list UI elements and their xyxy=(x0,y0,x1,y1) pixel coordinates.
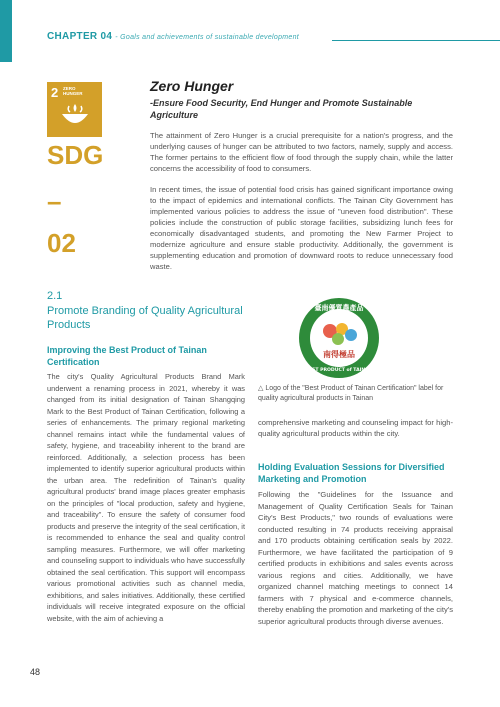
subheading-certification: Improving the Best Product of Tainan Certification xyxy=(47,345,207,367)
chapter-tab xyxy=(0,0,12,62)
intro-paragraph-2: In recent times, the issue of potential food crisis has gained significant importance owing to the impact of epidemics and international conflicts. The Tainan City Government has implemented various policies to address the issue of "uneven food distribution". These policies include the construction of public storage facilities, subsidizing lunch fees for economically disadvantaged students, and promoting the New Farmer Project to modernize agriculture and ensure stable productivity. Additionally, the government is supplementing education and promotion of downward roots to reduce unnecessary food waste. xyxy=(150,185,453,271)
goal-title: Zero Hunger xyxy=(150,78,234,94)
chapter-label: CHAPTER 04 xyxy=(47,31,113,42)
chapter-subtitle: - Goals and achievements of sustainable development xyxy=(115,34,300,41)
chapter-rule xyxy=(332,40,500,41)
sdg-badge-label: ZERO HUNGER xyxy=(63,86,83,96)
logo-ring-text: BEST PRODUCT of TAINAN xyxy=(305,368,373,373)
goal-subtitle: -Ensure Food Security, End Hunger and Promote Sustainable Agriculture xyxy=(150,98,413,120)
sdg-badge-number: 2 xyxy=(51,85,59,100)
best-product-of-tainan-logo xyxy=(298,297,380,379)
section-title: Promote Branding of Quality Agricultural Products xyxy=(47,305,243,331)
bowl-icon xyxy=(59,102,91,132)
evaluation-paragraph: Following the "Guidelines for the Issuance and Management of Quality Certification Seals for Tainan City's Best Products," two rounds of evaluations were conducted resulting in 74 products receiving appraisal and 170 products obtaining certification seals by 2022. Furthermore, we have facilitated the participation of 9 certified products in exhibitions and sales events across various regions and cities. Additionally, we have organized channel matching meetings to connect 14 farmers with 7 physical and e-commerce channels, thereby enabling the promotion and marketing of the city's superior agricultural products through diverse avenues. xyxy=(258,490,453,626)
intro-paragraph-1: The attainment of Zero Hunger is a crucial prerequisite for a nation's progress, and the underlying causes of hunger can be attributed to two factors, namely, supply and access. The former pertains to the efficient flow of food through the supply chain, while the latter concerns the accessibility of food to consumers. xyxy=(150,131,453,173)
sdg-2-badge xyxy=(47,82,102,137)
logo-caption: △ Logo of the "Best Product of Tainan Certification" label for quality agricultural products in Tainan xyxy=(258,385,444,402)
side-goal-number: 02 xyxy=(47,228,76,258)
header-bar xyxy=(0,0,500,54)
section-number: 2.1 xyxy=(47,290,63,302)
side-sdg-label: SDG xyxy=(47,140,104,170)
logo-top-text: 臺南優質農產品 xyxy=(314,304,364,312)
logo-center-text: 南得極品 xyxy=(323,350,355,359)
side-dash: – xyxy=(47,186,62,216)
subheading-evaluation: Holding Evaluation Sessions for Diversified Marketing and Promotion xyxy=(258,462,445,484)
certification-paragraph-continued: comprehensive marketing and counseling impact for high-quality agricultural products within the city. xyxy=(258,418,453,438)
page-number: 48 xyxy=(30,667,41,677)
certification-paragraph: The city's Quality Agricultural Products Brand Mark underwent a renaming process in 2021, whereby it was changed from its initial designation of Tainan Shangqing Mark to the Best Product of Tainan Certification, following a series of enhancements. The primary regional marketing channel remains intact while the fundamental values of safety, hygiene, and traceability inherent to the brand are reinforced. Additionally, a selection process has been implemented to identify superior agricultural products within the urban area. The redefinition of Tainan's quality agricultural products' brand image places greater emphasis on the principles of "local production, safety and hygiene, and traceability". To ensure the safety of consumer food products and preserve the integrity of the seal certification, it is recommended to enhance the seal and quality control sampling measures. Furthermore, we will offer marketing and counseling support to individuals who have successfully obtained the seal certification. This support will encompass various promotional activities such as channel media, exhibitions, and sales initiatives. Additionally, these certified individuals will receive integrated exposure on the official website, with the aim of achieving a xyxy=(47,372,245,623)
chapter-heading xyxy=(47,31,299,42)
